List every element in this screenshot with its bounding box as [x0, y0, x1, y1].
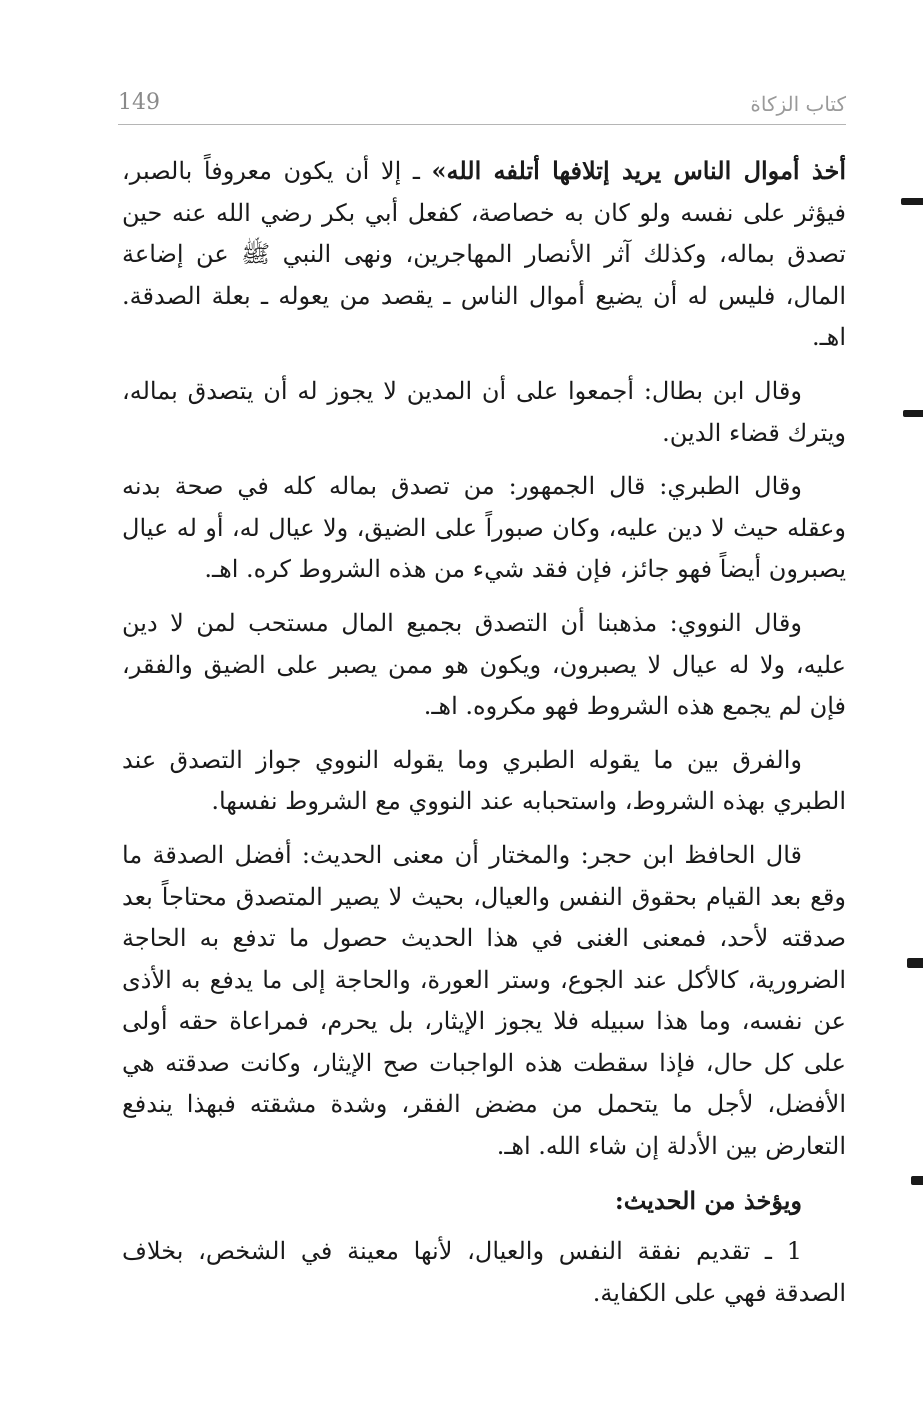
page-edge-mark	[903, 410, 923, 417]
paragraph-1	[122, 150, 846, 359]
page-edge-mark	[907, 958, 923, 968]
paragraph-text: وقال الطبري: قال الجمهور: من تصدق بماله كله في صحة بدنه وعقله حيث لا دين عليه، وكان صبوراً على الضيق، ولا عيال له، أو له عيال يصبرون أيضاً فهو جائز، فإن فقد شيء من هذه الشروط كره. اهـ.	[122, 472, 846, 584]
paragraph-2	[122, 371, 846, 454]
running-title: كتاب الزكاة	[750, 92, 846, 116]
paragraph-text: ـ إلا أن يكون معروفاً بالصبر، فيؤثر على نفسه ولو كان به خصاصة، كفعل أبي بكر رضي الله عنه حين تصدق بماله، وكذلك آثر الأنصار المهاجرين، ونهى النبي ﷺ عن إضاعة المال، فليس له أن يضيع أموال الناس ـ يقصد من يعوله ـ بعلة الصدقة. اهـ.	[122, 157, 846, 352]
paragraph-text: وقال ابن بطال: أجمعوا على أن المدين لا يجوز له أن يتصدق بماله، ويترك قضاء الدين.	[122, 376, 846, 447]
running-header	[118, 88, 846, 124]
header-rule	[118, 124, 846, 125]
list-item-1	[122, 1231, 846, 1314]
paragraph-text: وقال النووي: مذهبنا أن التصدق بجميع المال مستحب لمن لا دين عليه، ولا له عيال لا يصبرون، ويكون هو ممن يصبر على الضيق والفقر، فإن لم يجمع هذه الشروط فهو مكروه. اهـ.	[122, 608, 846, 721]
paragraph-4	[122, 603, 846, 728]
list-number: 1	[786, 1237, 802, 1266]
page-body	[122, 150, 846, 1326]
bold-quote: أخذ أموال الناس يريد إتلافها أتلفه الله»	[431, 156, 846, 185]
page-edge-mark	[911, 1176, 923, 1185]
paragraph-6	[122, 835, 846, 1168]
page-number: 149	[118, 90, 160, 115]
list-item-text: ـ تقديم نفقة النفس والعيال، لأنها معينة في الشخص، بخلاف الصدقة فهي على الكفاية.	[122, 1237, 846, 1307]
paragraph-5	[122, 740, 846, 823]
paragraph-text: والفرق بين ما يقوله الطبري وما يقوله النووي جواز التصدق عند الطبري بهذه الشروط، واستحبابه عند النووي مع الشروط نفسها.	[122, 745, 846, 816]
section-heading: ويؤخذ من الحديث:	[614, 1185, 802, 1215]
page-edge-mark	[901, 198, 923, 205]
paragraph-text: قال الحافظ ابن حجر: والمختار أن معنى الحديث: أفضل الصدقة ما وقع بعد القيام بحقوق النفس والعيال، بحيث لا يصير المتصدق محتاجاً بعد صدقته لأحد، فمعنى الغنى في هذا الحديث حصول ما تدفع به الحاجة الضرورية، كالأكل عند الجوع، وستر العورة، والحاجة إلى ما يدفع به الأذى عن نفسه، وما هذا سبيله فلا يجوز الإيثار، بل يحرم، فمراعاة حقه أولى على كل حال، فإذا سقطت هذه الواجبات صح الإيثار، وكانت صدقته هي الأفضل، لأجل ما يتحمل من مضض الفقر، وشدة مشقته فبهذا يندفع التعارض بين الأدلة إن شاء الله. اهـ.	[122, 840, 846, 1161]
paragraph-3	[122, 466, 846, 591]
